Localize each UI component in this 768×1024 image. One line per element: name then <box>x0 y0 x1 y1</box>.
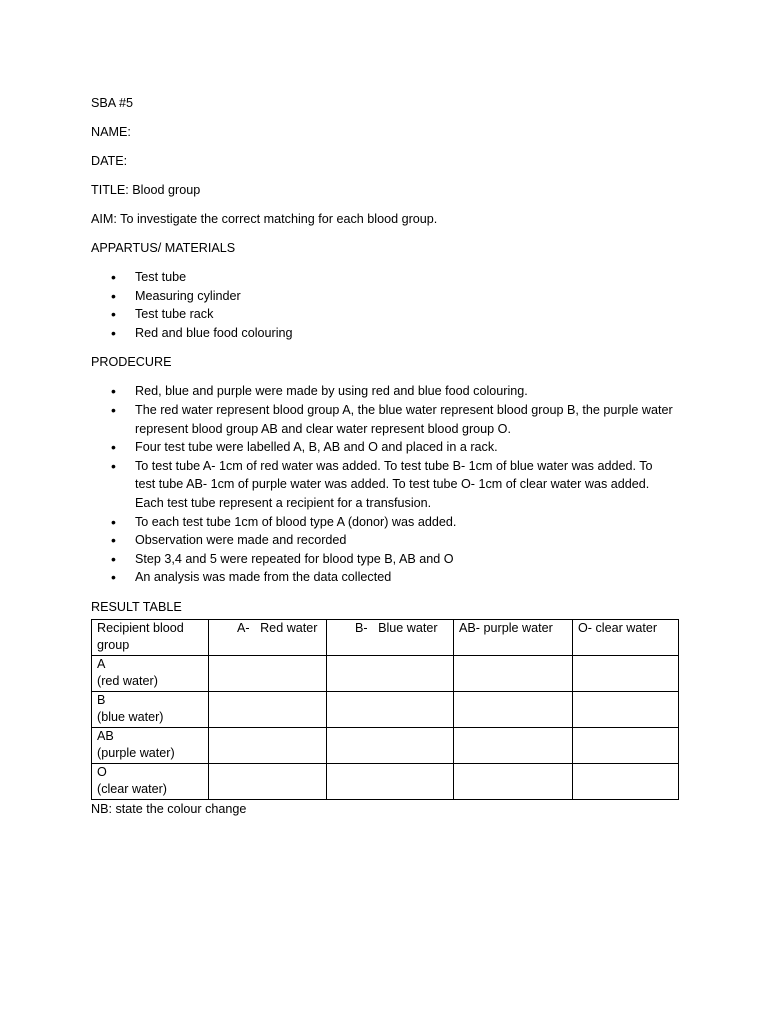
list-item: • Red and blue food colouring <box>111 324 293 341</box>
experiment-aim: AIM: To investigate the correct matching for each blood group. <box>91 212 438 226</box>
table-row <box>92 727 679 763</box>
list-item: • Observation were made and recorded <box>111 532 347 549</box>
list-item: • The red water represent blood group A, the blue water represent blood group B, the purple water represent blood group AB and clear water represent blood group O. <box>111 401 673 436</box>
table-row <box>92 655 679 691</box>
bullet-icon: • <box>111 532 116 549</box>
column-header-ab: AB- purple water <box>454 619 573 655</box>
table-header-row <box>92 619 679 655</box>
materials-list <box>91 268 681 342</box>
bullet-icon: • <box>111 569 116 586</box>
list-item: • To each test tube 1cm of blood type A (donor) was added. <box>111 513 457 530</box>
result-table <box>91 619 679 800</box>
result-cell[interactable] <box>573 727 679 763</box>
column-header-recipient: Recipient blood group <box>92 619 209 655</box>
result-cell[interactable] <box>573 763 679 799</box>
result-cell[interactable] <box>454 655 573 691</box>
result-cell[interactable] <box>454 727 573 763</box>
result-cell[interactable] <box>327 655 454 691</box>
result-cell[interactable] <box>454 691 573 727</box>
column-header-a: A- Red water <box>209 619 327 655</box>
recipient-cell: B (blue water) <box>92 691 209 727</box>
sba-number: SBA #5 <box>91 96 134 110</box>
bullet-icon: • <box>111 457 116 474</box>
bullet-icon: • <box>111 550 116 567</box>
column-header-b: B- Blue water <box>327 619 454 655</box>
result-cell[interactable] <box>209 655 327 691</box>
list-item: • Measuring cylinder <box>111 287 241 304</box>
result-cell[interactable] <box>209 727 327 763</box>
list-item: • To test tube A- 1cm of red water was added. To test tube B- 1cm of blue water was added. To test tube AB- 1cm of purple water was added. To test tube O- 1cm of clear water was added. Each test tube represent a recipient for a transfusion. <box>111 457 653 510</box>
recipient-cell: O (clear water) <box>92 763 209 799</box>
result-cell[interactable] <box>327 727 454 763</box>
result-cell[interactable] <box>573 691 679 727</box>
bullet-icon: • <box>111 383 116 400</box>
materials-heading: APPARTUS/ MATERIALS <box>91 241 236 255</box>
document-page <box>91 94 681 818</box>
bullet-icon: • <box>111 269 116 285</box>
list-item: • Test tube <box>111 269 187 285</box>
bullet-icon: • <box>111 306 116 323</box>
table-row <box>92 691 679 727</box>
list-item: • Red, blue and purple were made by using red and blue food colouring. <box>111 383 528 400</box>
list-item: • Step 3,4 and 5 were repeated for blood type B, AB and O <box>111 550 454 567</box>
bullet-icon: • <box>111 287 116 304</box>
procedure-list <box>91 382 681 587</box>
list-item: • Four test tube were labelled A, B, AB and O and placed in a rack. <box>111 439 498 456</box>
list-item: • Test tube rack <box>111 306 214 323</box>
result-cell[interactable] <box>327 691 454 727</box>
result-table-heading: RESULT TABLE <box>91 599 182 614</box>
date-label: DATE: <box>91 154 128 168</box>
result-cell[interactable] <box>209 691 327 727</box>
bullet-icon: • <box>111 324 116 341</box>
recipient-cell: A (red water) <box>92 655 209 691</box>
result-cell[interactable] <box>573 655 679 691</box>
name-label: NAME: <box>91 125 131 139</box>
result-cell[interactable] <box>327 763 454 799</box>
result-cell[interactable] <box>454 763 573 799</box>
result-cell[interactable] <box>209 763 327 799</box>
bullet-icon: • <box>111 401 116 418</box>
column-header-o: O- clear water <box>573 619 679 655</box>
bullet-icon: • <box>111 513 116 530</box>
table-note: NB: state the colour change <box>91 801 247 816</box>
table-row <box>92 763 679 799</box>
recipient-cell: AB (purple water) <box>92 727 209 763</box>
list-item: • An analysis was made from the data collected <box>111 569 392 586</box>
procedure-heading: PRODECURE <box>91 355 172 370</box>
bullet-icon: • <box>111 439 116 456</box>
experiment-title: TITLE: Blood group <box>91 183 201 197</box>
